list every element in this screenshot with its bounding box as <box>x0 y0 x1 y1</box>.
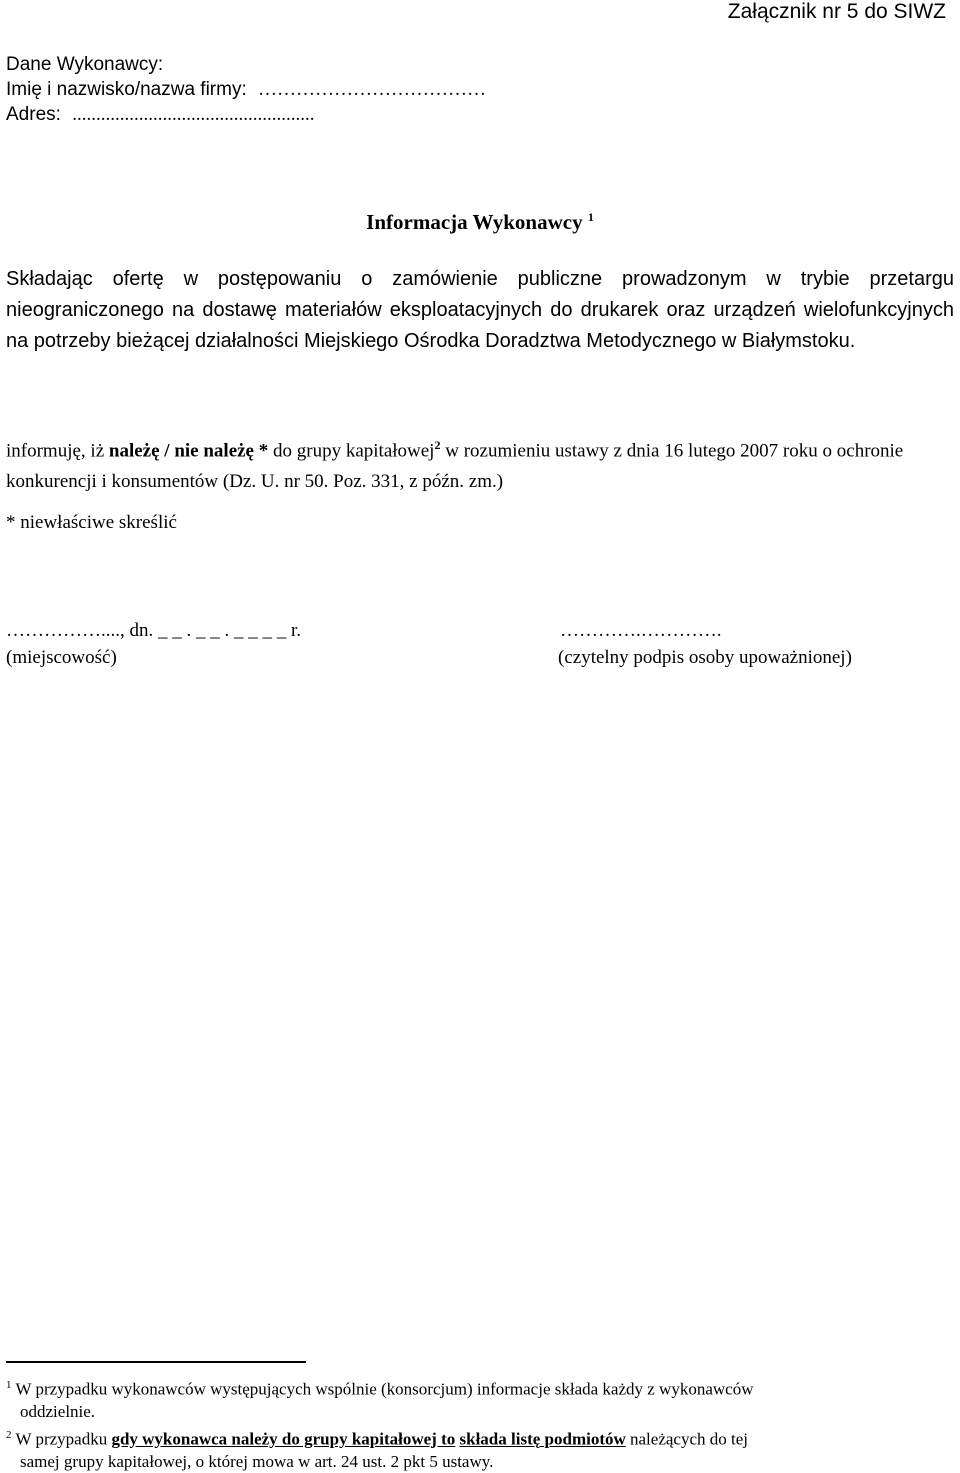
declaration-footnote-ref: 2 <box>434 438 441 452</box>
contractor-heading: Dane Wykonawcy: <box>6 54 164 75</box>
declaration-middle: do grupy kapitałowej <box>273 440 435 462</box>
contractor-address-field: ................................................... <box>72 104 315 125</box>
document-title-text: Informacja Wykonawcy <box>366 210 583 234</box>
declaration-paragraph <box>6 430 954 497</box>
footnote-1-number: 1 <box>6 1379 12 1391</box>
footnote-1-continuation: oddzielnie. <box>20 1401 96 1421</box>
intro-paragraph: Składając ofertę w postępowaniu o zamówienie publiczne prowadzonym w trybie przetargu nieograniczonego na dostawę materiałów eksploatacyjnych do drukarek oraz urządzeń wielofunkcyjnych na potrzeby bieżącej działalności Miejskiego Ośrodka Doradztwa Metodycznego w Białymstoku. <box>6 268 954 352</box>
document-title <box>0 210 960 235</box>
footnote-2-underlined-1: gdy wykonawca należy do grupy kapitałowej to <box>111 1429 456 1449</box>
declaration-rest: w rozumieniu ustawy z dnia 16 lutego 2007 roku o ochronie konkurencji i konsumentów (Dz. U. nr 50. Poz. 331, z późn. zm.) <box>6 440 904 493</box>
footnote-2 <box>6 1424 954 1473</box>
footnote-1-text: W przypadku wykonawców występujących wspólnie (konsorcjum) informacje składa każdy z wykonawców <box>15 1379 754 1399</box>
strike-note: * niewłaściwe skreślić <box>6 512 177 533</box>
footnote-2-underlined-2: składa listę podmiotów <box>459 1429 626 1449</box>
footnote-2-prefix: W przypadku <box>15 1429 108 1449</box>
annex-label: Załącznik nr 5 do SIWZ <box>727 0 946 23</box>
contractor-name-row <box>6 77 486 102</box>
title-footnote-ref: 1 <box>587 210 594 224</box>
contractor-block <box>6 52 486 127</box>
declaration-options: należę / nie należę * <box>108 440 269 462</box>
signature-label: (czytelny podpis osoby upoważnionej) <box>558 647 852 668</box>
contractor-name-field: ……………………………… <box>258 79 487 100</box>
contractor-name-label: Imię i nazwisko/nazwa firmy: <box>6 79 247 100</box>
contractor-address-row <box>6 102 486 127</box>
place-label: (miejscowość) <box>6 647 117 668</box>
place-date-line: ……………...., dn. _ _ . _ _ . _ _ _ _ r. <box>6 620 302 641</box>
footnote-2-continuation: samej grupy kapitałowej, o której mowa w art. 24 ust. 2 pkt 5 ustawy. <box>20 1451 494 1471</box>
footnote-2-suffix: należących do tej <box>630 1429 749 1449</box>
footnote-2-number: 2 <box>6 1429 12 1441</box>
signature-line: ………….…………. <box>560 620 722 641</box>
declaration-lead: informuję, iż <box>6 440 105 462</box>
footnote-1 <box>6 1374 954 1423</box>
footnote-separator <box>6 1361 306 1363</box>
contractor-address-label: Adres: <box>6 104 61 125</box>
